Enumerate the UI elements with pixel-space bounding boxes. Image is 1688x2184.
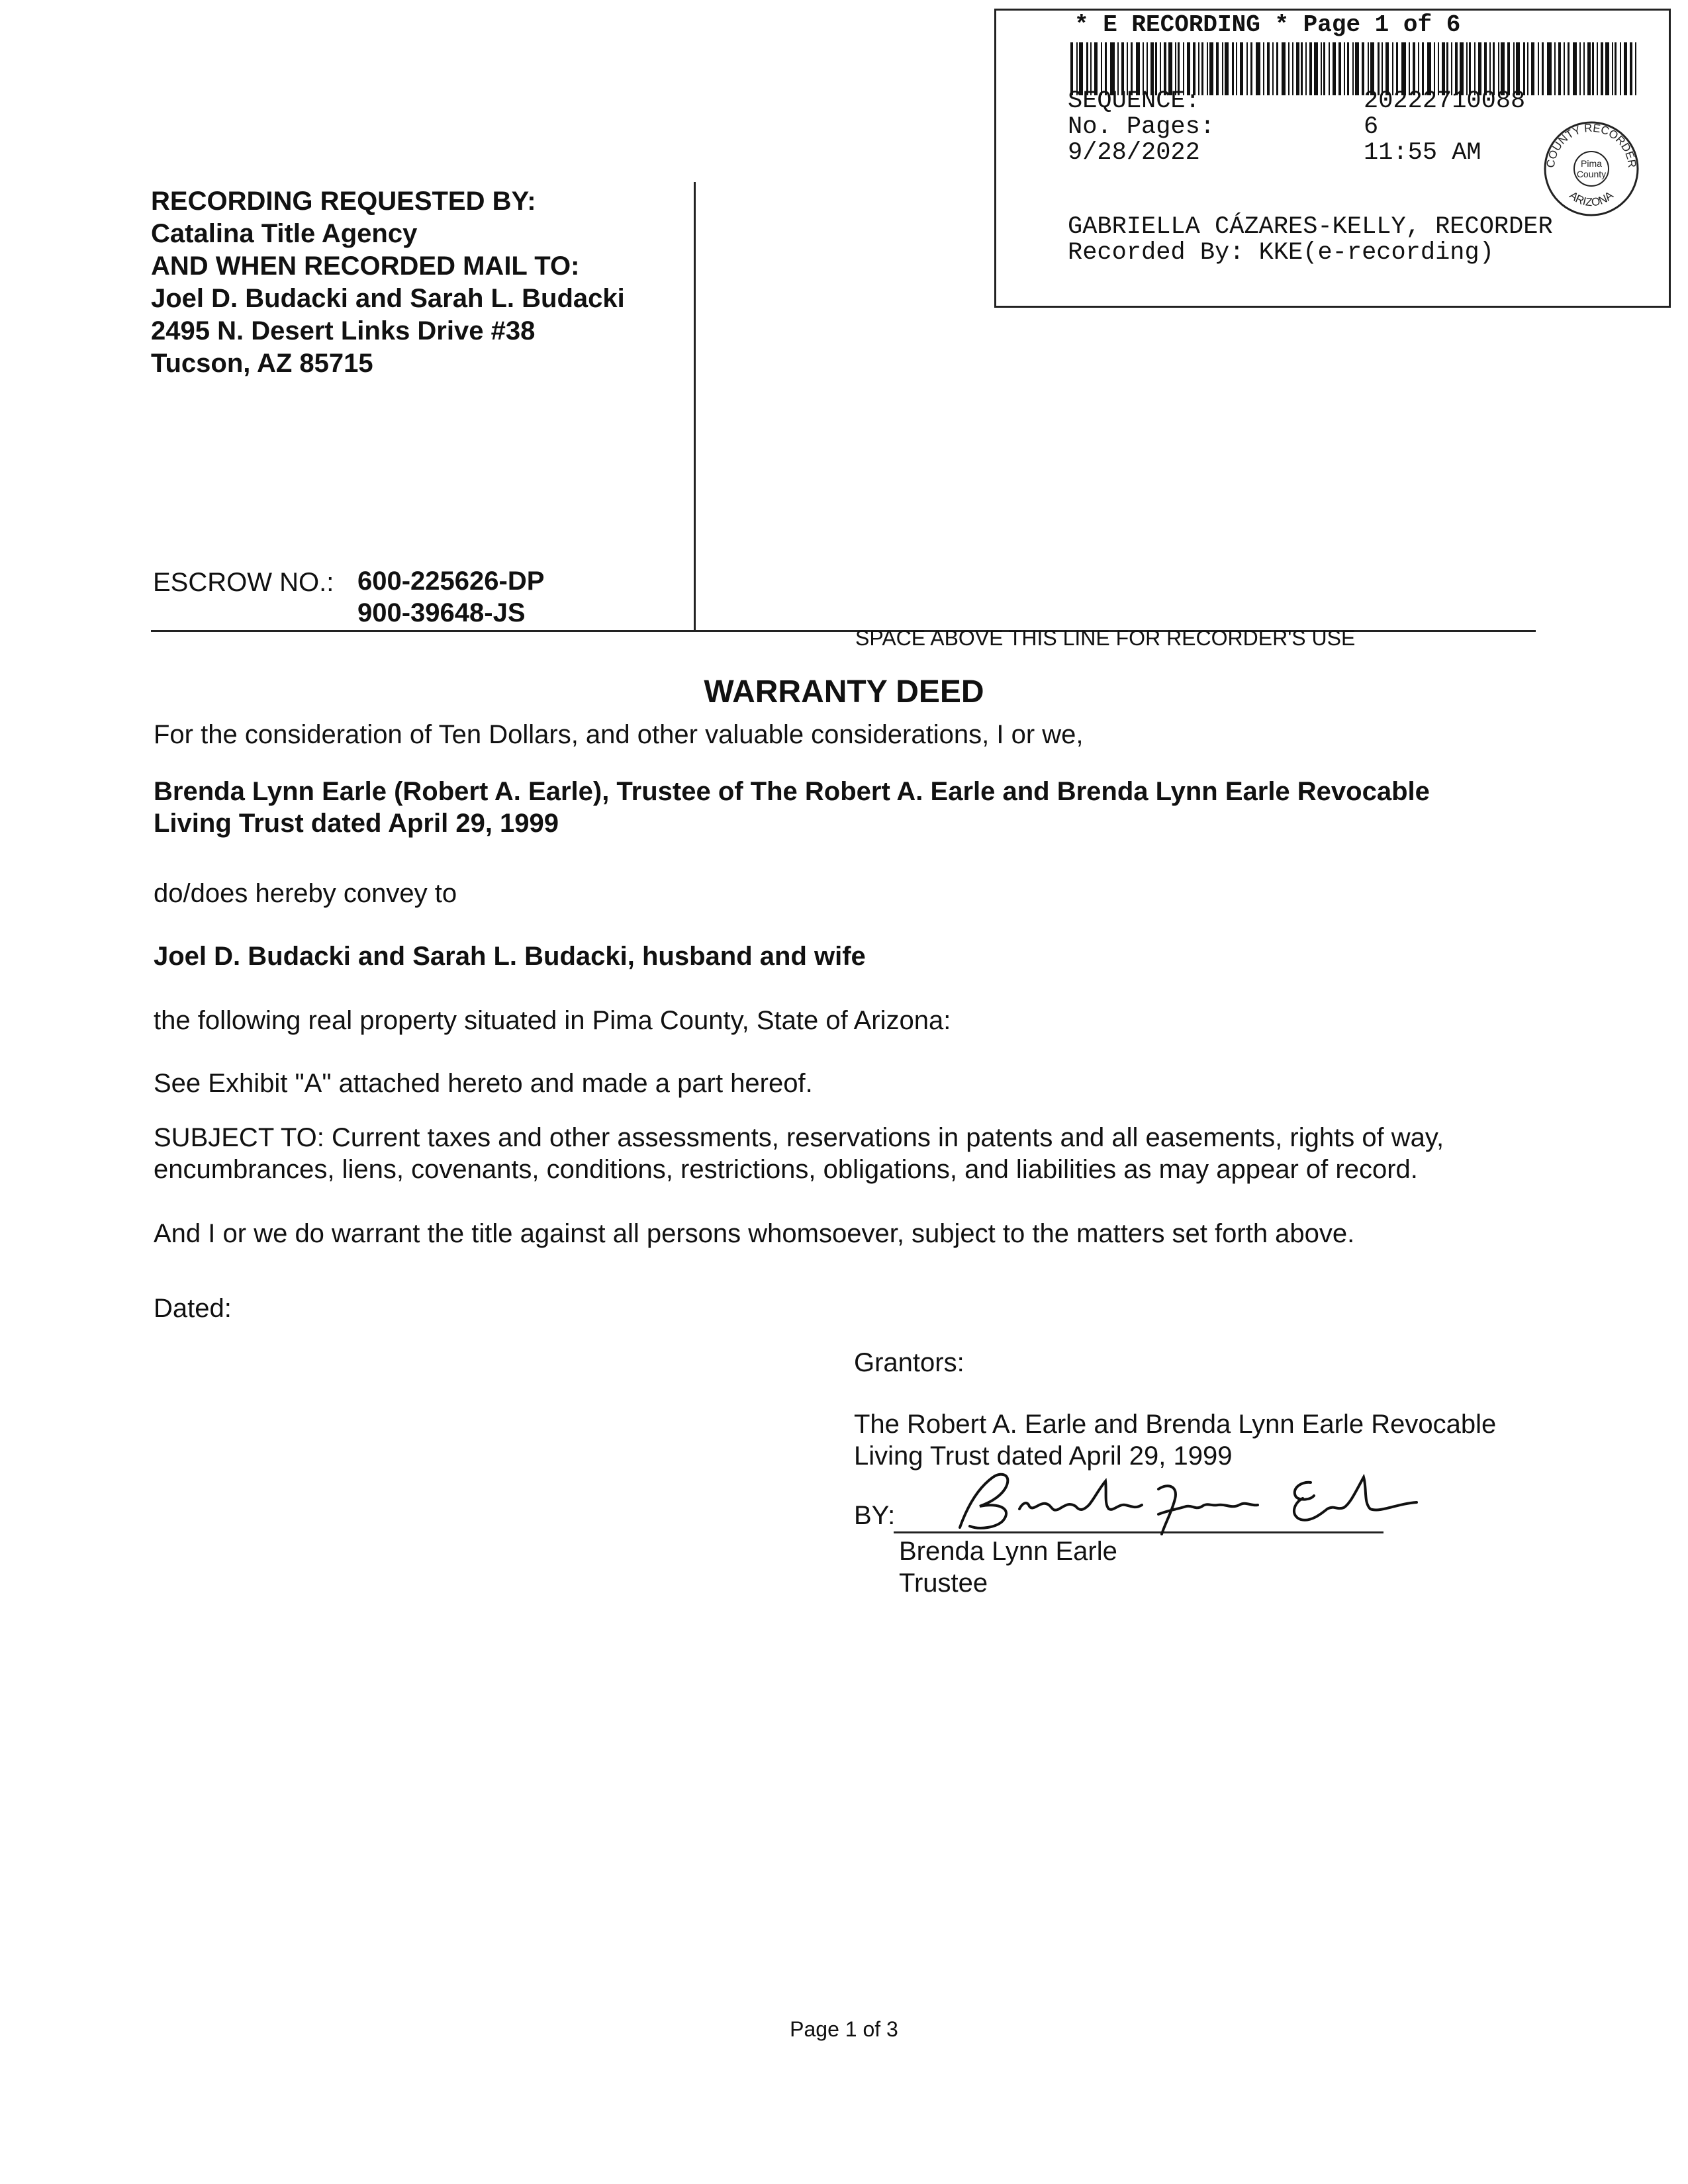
mail-to-street: 2495 N. Desert Links Drive #38	[151, 316, 536, 345]
sequence-label: SEQUENCE:	[1068, 87, 1200, 115]
trust-name-line-1: The Robert A. Earle and Brenda Lynn Earle Revocable	[854, 1410, 1497, 1439]
recording-header: * E RECORDING * Page 1 of 6	[1074, 11, 1461, 38]
mail-to-heading: AND WHEN RECORDED MAIL TO:	[151, 251, 580, 281]
requested-by-heading: RECORDING REQUESTED BY:	[151, 187, 536, 216]
requested-by-agency: Catalina Title Agency	[151, 219, 418, 248]
pages-value: 6	[1364, 113, 1379, 141]
vertical-divider	[694, 182, 696, 630]
mail-to-name: Joel D. Budacki and Sarah L. Budacki	[151, 284, 625, 313]
seal-text-center-2: County	[1576, 169, 1607, 179]
trust-name-line-2: Living Trust dated April 29, 1999	[854, 1441, 1233, 1471]
grantor-line-2: Living Trust dated April 29, 1999	[154, 809, 559, 838]
signer-title: Trustee	[899, 1569, 988, 1598]
recorded-by: Recorded By: KKE(e-recording)	[1068, 239, 1494, 267]
mail-to-city: Tucson, AZ 85715	[151, 349, 373, 378]
recording-requested-block	[151, 185, 625, 380]
seal-text-top: COUNTY RECORDER	[1544, 121, 1639, 169]
recorder-name: GABRIELLA CÁZARES-KELLY, RECORDER	[1068, 213, 1553, 241]
seal-text-bottom: ARIZONA	[1567, 189, 1616, 209]
sequence-value: 20222710088	[1364, 87, 1526, 115]
exhibit-reference: See Exhibit "A" attached hereto and made a part hereof.	[154, 1069, 813, 1098]
grantor-paragraph	[154, 776, 1430, 839]
warranty-clause: And I or we do warrant the title against all persons whomsoever, subject to the matters set forth above.	[154, 1219, 1355, 1248]
recorder-space-note: SPACE ABOVE THIS LINE FOR RECORDER'S USE	[855, 626, 1356, 650]
recording-time: 11:55 AM	[1364, 139, 1481, 167]
dated-label: Dated:	[154, 1294, 232, 1323]
seal-text-center-1: Pima	[1581, 158, 1602, 169]
escrow-number-1: 600-225626-DP	[357, 567, 545, 596]
county-recorder-seal	[1542, 120, 1640, 218]
grantee-line: Joel D. Budacki and Sarah L. Budacki, husband and wife	[154, 942, 866, 971]
page-number: Page 1 of 3	[790, 2017, 898, 2041]
handwritten-signature	[940, 1463, 1430, 1542]
svg-text:ARIZONA	[1567, 189, 1616, 208]
signer-name: Brenda Lynn Earle	[899, 1537, 1117, 1566]
by-label: BY:	[854, 1501, 896, 1530]
subject-to-clause: SUBJECT TO: Current taxes and other assessments, reservations in patents and all easements, rights of way, encumbrances, liens, covenants, conditions, restrictions, obligations, and liabilities as may appear of record.	[154, 1123, 1444, 1184]
grantors-label: Grantors:	[854, 1348, 964, 1377]
escrow-number-2: 900-39648-JS	[357, 598, 526, 627]
pages-label: No. Pages:	[1068, 113, 1215, 141]
recording-date: 9/28/2022	[1068, 139, 1200, 167]
consideration-clause: For the consideration of Ten Dollars, and other valuable considerations, I or we,	[154, 720, 1084, 749]
recorder-stamp-box	[994, 9, 1671, 308]
convey-clause: do/does hereby convey to	[154, 879, 457, 908]
document-title: WARRANTY DEED	[704, 674, 984, 709]
property-clause: the following real property situated in Pima County, State of Arizona:	[154, 1006, 951, 1035]
escrow-label: ESCROW NO.:	[153, 568, 334, 597]
grantor-line-1: Brenda Lynn Earle (Robert A. Earle), Trustee of The Robert A. Earle and Brenda Lynn Earle Revocable	[154, 777, 1430, 806]
